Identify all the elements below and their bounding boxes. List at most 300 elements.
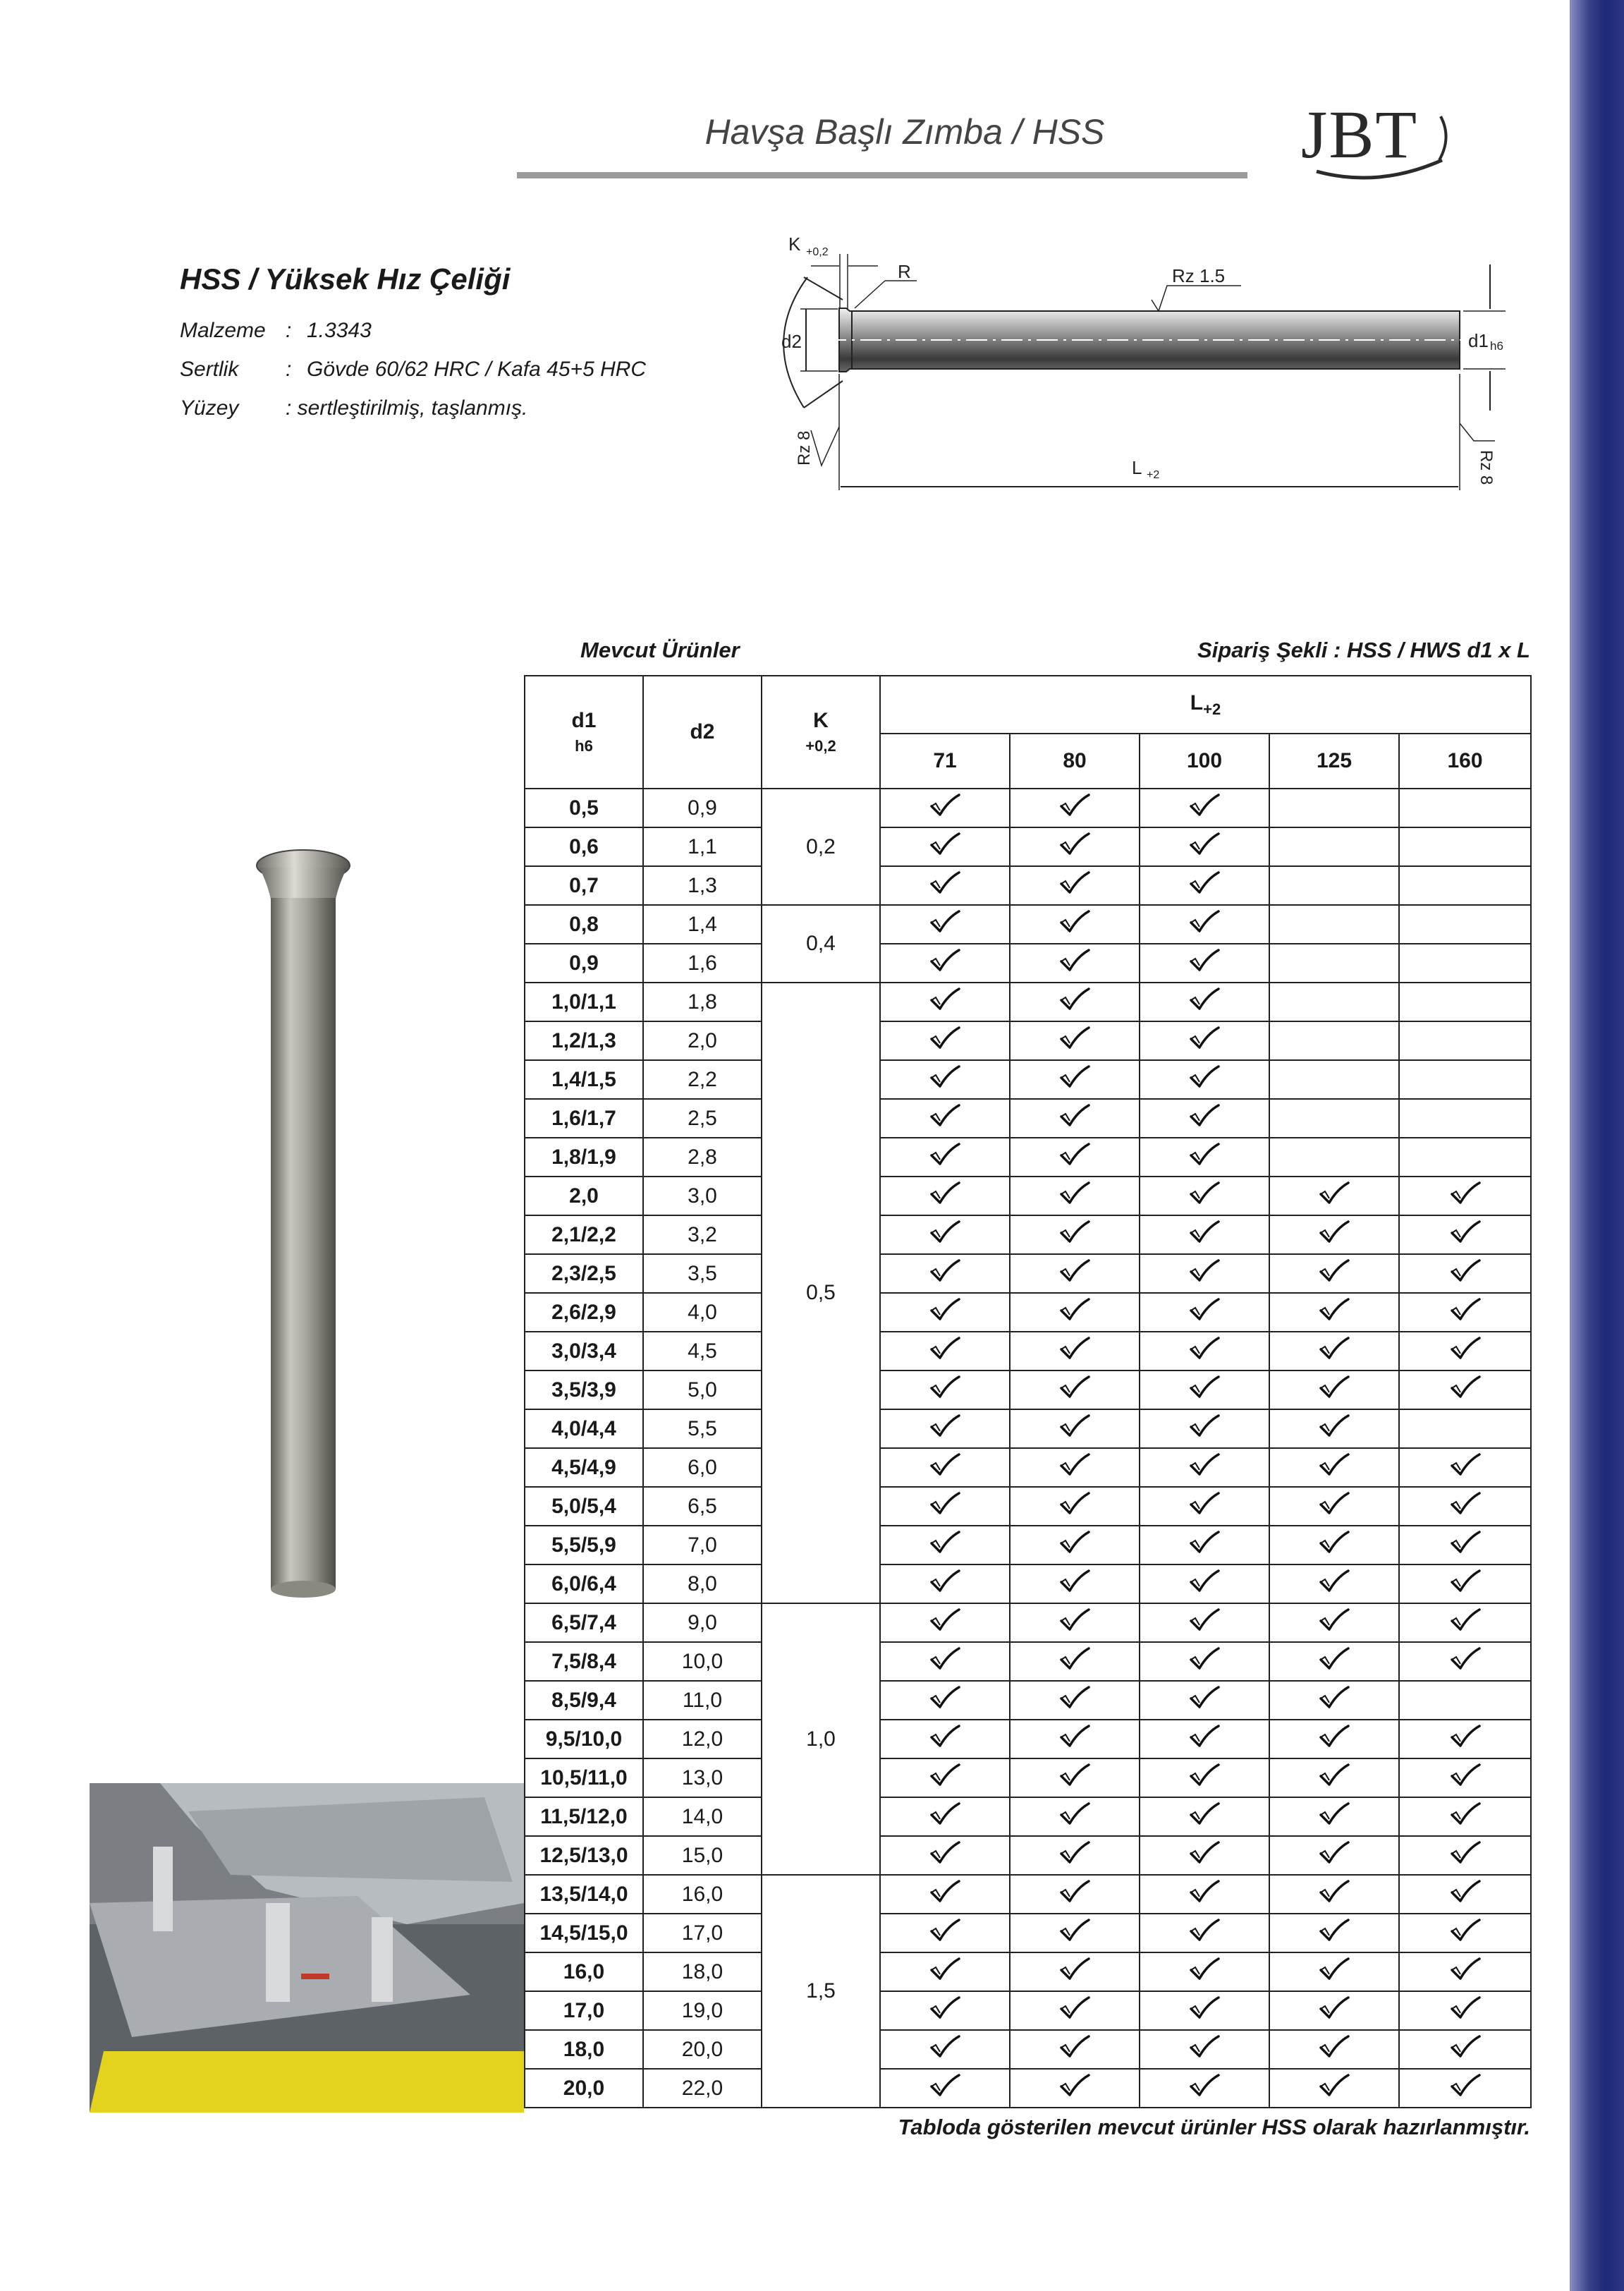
check-icon <box>1319 1258 1350 1284</box>
table-row <box>525 1720 1531 1758</box>
cell-availability <box>1399 2069 1531 2108</box>
cell-availability <box>1399 1564 1531 1603</box>
check-icon <box>1059 1452 1090 1478</box>
cell-d1: 12,5/13,0 <box>525 1836 643 1875</box>
check-icon <box>1059 1918 1090 1943</box>
cell-availability <box>1140 1681 1269 1720</box>
cell-availability <box>880 1526 1010 1564</box>
table-row <box>525 1021 1531 1060</box>
punch-photo <box>254 843 353 1605</box>
check-icon <box>929 1026 960 1051</box>
check-icon <box>1059 1763 1090 1788</box>
cell-availability <box>1140 944 1269 983</box>
table-row <box>525 1332 1531 1371</box>
cell-d1: 0,5 <box>525 789 643 827</box>
cell-availability <box>1269 1371 1399 1409</box>
drawing-label-rz-body: Rz 1.5 <box>1172 265 1226 286</box>
check-icon <box>1189 987 1220 1012</box>
cell-availability <box>1399 1681 1531 1720</box>
check-icon <box>1189 1763 1220 1788</box>
cell-availability <box>1140 1448 1269 1487</box>
spec-row-material: Malzeme : 1.3343 <box>180 319 372 342</box>
cell-availability <box>880 2030 1010 2069</box>
cell-availability <box>1140 1914 1269 1952</box>
check-icon <box>1059 2073 1090 2098</box>
table-row <box>525 1914 1531 1952</box>
check-icon <box>1319 1452 1350 1478</box>
check-icon <box>929 870 960 896</box>
check-icon <box>1059 1026 1090 1051</box>
check-icon <box>929 793 960 818</box>
cell-availability <box>880 2069 1010 2108</box>
title-divider <box>517 172 1247 178</box>
cell-d1: 6,5/7,4 <box>525 1603 643 1642</box>
cell-d2: 2,0 <box>643 1021 762 1060</box>
check-icon <box>1450 2034 1481 2060</box>
cell-d1: 4,0/4,4 <box>525 1409 643 1448</box>
cell-availability <box>1269 1952 1399 1991</box>
cell-availability <box>1399 1138 1531 1177</box>
check-icon <box>1189 1375 1220 1400</box>
cell-availability <box>1269 1254 1399 1293</box>
cell-availability <box>1010 1099 1140 1138</box>
cell-availability <box>1140 1254 1269 1293</box>
check-icon <box>1319 1297 1350 1323</box>
check-icon <box>1059 1685 1090 1710</box>
cell-availability <box>1269 1836 1399 1875</box>
check-icon <box>1189 1724 1220 1749</box>
cell-d2: 4,5 <box>643 1332 762 1371</box>
logo-text: JBT <box>1301 97 1419 172</box>
check-icon <box>1450 1336 1481 1361</box>
check-icon <box>1189 870 1220 896</box>
cell-availability <box>880 1603 1010 1642</box>
cell-availability <box>1399 1875 1531 1914</box>
check-icon <box>1059 1064 1090 1090</box>
cell-availability <box>1140 905 1269 944</box>
table-row <box>525 1526 1531 1564</box>
check-icon <box>1189 1026 1220 1051</box>
cell-availability <box>1269 1293 1399 1332</box>
cell-availability <box>1399 1487 1531 1526</box>
cell-availability <box>1269 1099 1399 1138</box>
cell-d2: 13,0 <box>643 1758 762 1797</box>
cell-availability <box>880 1177 1010 1215</box>
table-row <box>525 1177 1531 1215</box>
check-icon <box>929 1220 960 1245</box>
check-icon <box>1189 1995 1220 2021</box>
cell-availability <box>1269 1177 1399 1215</box>
cell-availability <box>1140 1642 1269 1681</box>
cell-availability <box>1399 1177 1531 1215</box>
cell-availability <box>880 1681 1010 1720</box>
cell-availability <box>1140 1797 1269 1836</box>
check-icon <box>1450 1763 1481 1788</box>
check-icon <box>1189 793 1220 818</box>
cell-d1: 1,8/1,9 <box>525 1138 643 1177</box>
cell-d1: 3,5/3,9 <box>525 1371 643 1409</box>
table-row <box>525 1254 1531 1293</box>
cell-d2: 18,0 <box>643 1952 762 1991</box>
check-icon <box>1450 1375 1481 1400</box>
check-icon <box>1189 1685 1220 1710</box>
cell-availability <box>1010 1138 1140 1177</box>
check-icon <box>1059 870 1090 896</box>
check-icon <box>1059 1491 1090 1517</box>
check-icon <box>929 2034 960 2060</box>
check-icon <box>1319 1336 1350 1361</box>
cell-availability <box>1269 1409 1399 1448</box>
cell-d1: 3,0/3,4 <box>525 1332 643 1371</box>
cell-availability <box>1399 1797 1531 1836</box>
check-icon <box>1189 1452 1220 1478</box>
header-length-160: 160 <box>1399 734 1531 789</box>
press-machine-photo <box>90 1783 524 2113</box>
cell-availability <box>880 1758 1010 1797</box>
check-icon <box>1319 1840 1350 1866</box>
cell-d2: 14,0 <box>643 1797 762 1836</box>
cell-availability <box>1010 1487 1140 1526</box>
check-icon <box>1319 1918 1350 1943</box>
check-icon <box>1059 1840 1090 1866</box>
check-icon <box>1189 2073 1220 2098</box>
cell-availability <box>1269 944 1399 983</box>
cell-availability <box>1399 1642 1531 1681</box>
table-row <box>525 1758 1531 1797</box>
cell-availability <box>1399 1254 1531 1293</box>
check-icon <box>1189 1608 1220 1633</box>
check-icon <box>1319 1685 1350 1710</box>
cell-availability <box>1399 1914 1531 1952</box>
check-icon <box>929 1995 960 2021</box>
cell-availability <box>1399 1991 1531 2030</box>
check-icon <box>1059 1608 1090 1633</box>
drawing-label-d1: d1 <box>1468 330 1489 351</box>
check-icon <box>1059 1530 1090 1555</box>
cell-availability <box>1010 789 1140 827</box>
table-row <box>525 1836 1531 1875</box>
cell-availability <box>1140 1138 1269 1177</box>
cell-d2: 5,0 <box>643 1371 762 1409</box>
check-icon <box>929 832 960 857</box>
check-icon <box>1319 1646 1350 1672</box>
cell-availability <box>1010 1021 1140 1060</box>
check-icon <box>1450 1181 1481 1206</box>
cell-d1: 0,6 <box>525 827 643 866</box>
check-icon <box>929 1840 960 1866</box>
cell-availability <box>880 866 1010 905</box>
cell-availability <box>1269 2030 1399 2069</box>
cell-availability <box>880 1914 1010 1952</box>
cell-availability <box>1140 2030 1269 2069</box>
check-icon <box>929 1414 960 1439</box>
cell-availability <box>1269 1681 1399 1720</box>
cell-d2: 9,0 <box>643 1603 762 1642</box>
cell-availability <box>1269 905 1399 944</box>
table-row <box>525 1215 1531 1254</box>
check-icon <box>1059 909 1090 935</box>
check-icon <box>929 1297 960 1323</box>
cell-d1: 18,0 <box>525 2030 643 2069</box>
check-icon <box>929 1879 960 1904</box>
cell-d1: 8,5/9,4 <box>525 1681 643 1720</box>
check-icon <box>929 1646 960 1672</box>
table-row <box>525 944 1531 983</box>
cell-availability <box>880 1448 1010 1487</box>
drawing-label-rz-right: Rz 8 <box>1477 450 1496 485</box>
cell-availability <box>1010 1177 1140 1215</box>
cell-availability <box>1140 1332 1269 1371</box>
header-length-100: 100 <box>1140 734 1269 789</box>
table-row <box>525 1797 1531 1836</box>
check-icon <box>1059 1258 1090 1284</box>
check-icon <box>1059 1375 1090 1400</box>
cell-availability <box>1010 1758 1140 1797</box>
check-icon <box>1059 1103 1090 1129</box>
cell-d2: 1,8 <box>643 983 762 1021</box>
check-icon <box>929 1608 960 1633</box>
cell-d1: 2,0 <box>525 1177 643 1215</box>
check-icon <box>929 1336 960 1361</box>
cell-availability <box>880 827 1010 866</box>
check-icon <box>1059 987 1090 1012</box>
cell-k-group: 1,5 <box>762 1875 880 2108</box>
check-icon <box>1450 1879 1481 1904</box>
order-format-label: Sipariş Şekli : HSS / HWS d1 x L <box>1197 638 1530 662</box>
check-icon <box>1059 793 1090 818</box>
check-icon <box>929 1103 960 1129</box>
check-icon <box>1450 1220 1481 1245</box>
drawing-label-k: K <box>788 233 801 255</box>
cell-availability <box>880 789 1010 827</box>
cell-availability <box>1399 1526 1531 1564</box>
check-icon <box>1189 1181 1220 1206</box>
cell-d2: 3,5 <box>643 1254 762 1293</box>
cell-availability <box>1010 1914 1140 1952</box>
cell-availability <box>1399 1603 1531 1642</box>
check-icon <box>1189 1297 1220 1323</box>
check-icon <box>1059 2034 1090 2060</box>
check-icon <box>1059 1181 1090 1206</box>
drawing-label-k-tol: +0,2 <box>806 246 829 258</box>
check-icon <box>929 1142 960 1167</box>
check-icon <box>1319 1995 1350 2021</box>
cell-availability <box>1269 1875 1399 1914</box>
table-row <box>525 1875 1531 1914</box>
cell-d1: 0,9 <box>525 944 643 983</box>
side-decoration-bar <box>1570 0 1624 2291</box>
cell-availability <box>1399 866 1531 905</box>
cell-d1: 17,0 <box>525 1991 643 2030</box>
cell-availability <box>1140 789 1269 827</box>
check-icon <box>1319 2073 1350 2098</box>
check-icon <box>1189 1142 1220 1167</box>
cell-availability <box>880 1952 1010 1991</box>
cell-d1: 5,5/5,9 <box>525 1526 643 1564</box>
cell-availability <box>1010 1836 1140 1875</box>
cell-d1: 1,6/1,7 <box>525 1099 643 1138</box>
cell-d2: 2,2 <box>643 1060 762 1099</box>
cell-d2: 11,0 <box>643 1681 762 1720</box>
table-row <box>525 1448 1531 1487</box>
cell-availability <box>1010 1875 1140 1914</box>
cell-d2: 6,5 <box>643 1487 762 1526</box>
cell-d2: 20,0 <box>643 2030 762 2069</box>
cell-availability <box>1010 983 1140 1021</box>
cell-availability <box>1269 827 1399 866</box>
cell-availability <box>1010 905 1140 944</box>
cell-availability <box>1140 827 1269 866</box>
header-length-71: 71 <box>880 734 1010 789</box>
cell-availability <box>1010 1448 1140 1487</box>
cell-availability <box>1010 1060 1140 1099</box>
check-icon <box>1189 948 1220 973</box>
check-icon <box>1450 2073 1481 2098</box>
cell-availability <box>1140 1875 1269 1914</box>
cell-availability <box>1010 2069 1140 2108</box>
cell-d1: 4,5/4,9 <box>525 1448 643 1487</box>
cell-availability <box>1399 1952 1531 1991</box>
check-icon <box>1059 1336 1090 1361</box>
check-icon <box>929 1569 960 1594</box>
check-icon <box>1319 2034 1350 2060</box>
cell-d2: 4,0 <box>643 1293 762 1332</box>
table-row <box>525 2069 1531 2108</box>
check-icon <box>1319 1220 1350 1245</box>
cell-availability <box>1010 1991 1140 2030</box>
check-icon <box>1059 1646 1090 1672</box>
cell-k-group: 0,5 <box>762 983 880 1603</box>
cell-d2: 15,0 <box>643 1836 762 1875</box>
cell-availability <box>1010 1642 1140 1681</box>
table-row <box>525 789 1531 827</box>
cell-d1: 10,5/11,0 <box>525 1758 643 1797</box>
cell-k-group: 0,4 <box>762 905 880 983</box>
check-icon <box>929 1375 960 1400</box>
material-title: HSS / Yüksek Hız Çeliği <box>180 262 511 296</box>
cell-d2: 3,0 <box>643 1177 762 1215</box>
cell-availability <box>880 1875 1010 1914</box>
table-row <box>525 905 1531 944</box>
cell-d1: 14,5/15,0 <box>525 1914 643 1952</box>
table-row <box>525 1642 1531 1681</box>
cell-d2: 10,0 <box>643 1642 762 1681</box>
cell-availability <box>1399 1448 1531 1487</box>
check-icon <box>1189 1569 1220 1594</box>
cell-availability <box>1140 2069 1269 2108</box>
cell-availability <box>1010 1215 1140 1254</box>
check-icon <box>1189 1220 1220 1245</box>
check-icon <box>1189 1414 1220 1439</box>
check-icon <box>929 1064 960 1090</box>
cell-availability <box>1269 1914 1399 1952</box>
cell-availability <box>880 1060 1010 1099</box>
check-icon <box>929 1452 960 1478</box>
cell-d2: 3,2 <box>643 1215 762 1254</box>
cell-availability <box>880 1797 1010 1836</box>
table-row <box>525 2030 1531 2069</box>
cell-availability <box>1140 1060 1269 1099</box>
cell-d2: 2,8 <box>643 1138 762 1177</box>
header-l: $L_{+2}$ <box>880 676 1531 734</box>
check-icon <box>929 1763 960 1788</box>
cell-d2: 0,9 <box>643 789 762 827</box>
cell-d2: 2,5 <box>643 1099 762 1138</box>
cell-availability <box>1269 789 1399 827</box>
check-icon <box>929 1530 960 1555</box>
cell-d1: 16,0 <box>525 1952 643 1991</box>
cell-availability <box>1140 1991 1269 2030</box>
check-icon <box>1450 1840 1481 1866</box>
cell-availability <box>1269 1060 1399 1099</box>
cell-d1: 2,1/2,2 <box>525 1215 643 1254</box>
cell-d1: 6,0/6,4 <box>525 1564 643 1603</box>
cell-availability <box>1399 944 1531 983</box>
check-icon <box>1450 1452 1481 1478</box>
cell-availability <box>1399 1021 1531 1060</box>
cell-d2: 5,5 <box>643 1409 762 1448</box>
check-icon <box>1189 1646 1220 1672</box>
check-icon <box>1189 1840 1220 1866</box>
cell-availability <box>880 1564 1010 1603</box>
cell-availability <box>1010 1526 1140 1564</box>
cell-availability <box>1140 1603 1269 1642</box>
cell-d2: 1,3 <box>643 866 762 905</box>
check-icon <box>1450 1724 1481 1749</box>
cell-d2: 16,0 <box>643 1875 762 1914</box>
cell-availability <box>1010 1332 1140 1371</box>
cell-k-group: 1,0 <box>762 1603 880 1875</box>
cell-availability <box>880 1099 1010 1138</box>
cell-availability <box>1140 1293 1269 1332</box>
cell-availability <box>1010 1603 1140 1642</box>
cell-availability <box>880 1254 1010 1293</box>
header-d2: d2 <box>643 676 762 789</box>
drawing-label-d1-tol: h6 <box>1490 339 1503 353</box>
cell-d1: 5,0/5,4 <box>525 1487 643 1526</box>
header-length-125: 125 <box>1269 734 1399 789</box>
check-icon <box>1059 1801 1090 1827</box>
cell-availability <box>1010 944 1140 983</box>
cell-availability <box>1010 1564 1140 1603</box>
table-row <box>525 1991 1531 2030</box>
cell-d1: 2,3/2,5 <box>525 1254 643 1293</box>
cell-availability <box>880 905 1010 944</box>
cell-availability <box>1269 1138 1399 1177</box>
cell-k-group: 0,2 <box>762 789 880 905</box>
spec-row-hardness: Sertlik : Gövde 60/62 HRC / Kafa 45+5 HRC <box>180 358 647 381</box>
check-icon <box>1450 1608 1481 1633</box>
cell-availability <box>1269 1603 1399 1642</box>
cell-d2: 22,0 <box>643 2069 762 2108</box>
check-icon <box>1189 1064 1220 1090</box>
cell-availability <box>880 944 1010 983</box>
cell-availability <box>1269 1021 1399 1060</box>
page-title: Havşa Başlı Zımba / HSS <box>704 112 1105 152</box>
check-icon <box>929 1685 960 1710</box>
check-icon <box>1189 1258 1220 1284</box>
cell-availability <box>1010 1797 1140 1836</box>
cell-availability <box>1399 1060 1531 1099</box>
table-row <box>525 1099 1531 1138</box>
cell-availability <box>880 1991 1010 2030</box>
cell-d1: 1,0/1,1 <box>525 983 643 1021</box>
check-icon <box>929 1724 960 1749</box>
header-d1: d1 h6 <box>525 676 643 789</box>
cell-availability <box>1399 1758 1531 1797</box>
drawing-label-l: L <box>1132 457 1142 478</box>
drawing-label-r: R <box>898 261 911 282</box>
